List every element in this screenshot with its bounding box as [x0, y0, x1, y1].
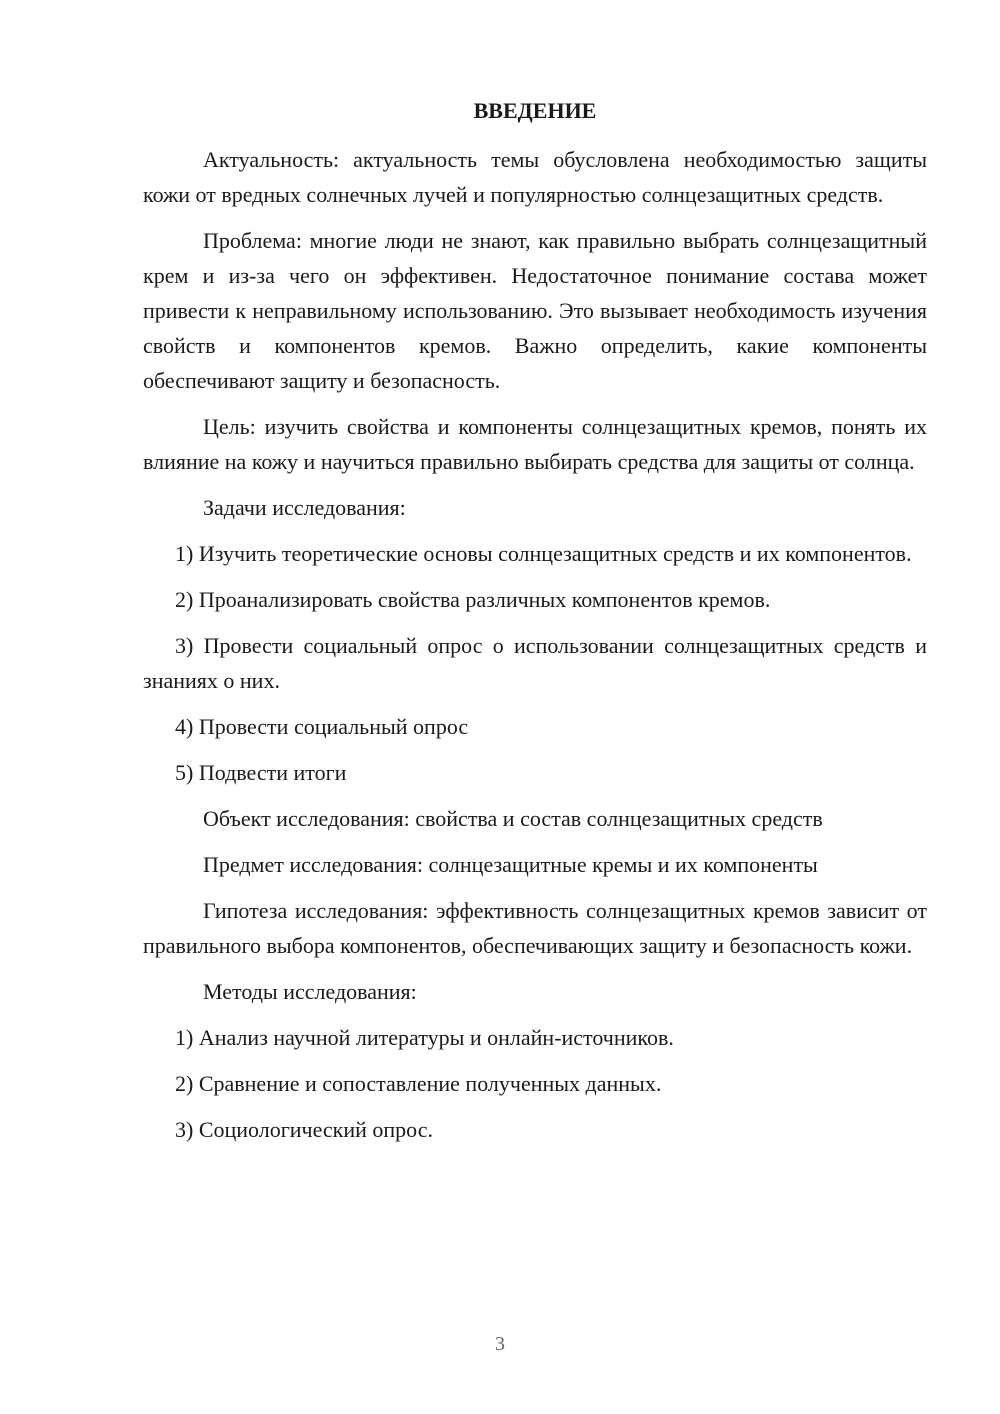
page-title: ВВЕДЕНИЕ: [473, 98, 597, 123]
list-item-task-3: 3) Провести социальный опрос о использовании солнцезащитных средств и знаниях о них.: [143, 633, 927, 693]
paragraph-object: Объект исследования: свойства и состав солнцезащитных средств: [203, 806, 823, 831]
list-item-method-3: 3) Социологический опрос.: [175, 1117, 433, 1142]
paragraph-problem: Проблема: многие люди не знают, как правильно выбрать солнцезащитный крем и из-за чего он эффективен. Недостаточное понимание состава может привести к неправильному использованию. Это вызывает необходимость изучения свойств и компонентов кремов. Важно определить, какие компоненты обеспечивают защиту и безопасность.: [143, 228, 927, 393]
list-item-method-2: 2) Сравнение и сопоставление полученных данных.: [175, 1071, 662, 1096]
paragraph-relevance: Актуальность: актуальность темы обусловлена необходимостью защиты кожи от вредных солнечных лучей и популярностью солнцезащитных средств.: [143, 147, 927, 207]
paragraph-subject: Предмет исследования: солнцезащитные кремы и их компоненты: [203, 852, 818, 877]
page-number: 3: [495, 1333, 505, 1355]
paragraph-tasks-heading: Задачи исследования:: [203, 495, 406, 520]
list-item-method-1: 1) Анализ научной литературы и онлайн-источников.: [175, 1025, 674, 1050]
paragraph-methods-heading: Методы исследования:: [203, 979, 417, 1004]
paragraph-goal: Цель: изучить свойства и компоненты солнцезащитных кремов, понять их влияние на кожу и научиться правильно выбирать средства для защиты от солнца.: [143, 414, 927, 474]
list-item-task-2: 2) Проанализировать свойства различных компонентов кремов.: [175, 587, 771, 612]
list-item-task-5: 5) Подвести итоги: [175, 760, 347, 785]
page-content: [143, 93, 927, 1158]
paragraph-hypothesis: Гипотеза исследования: эффективность солнцезащитных кремов зависит от правильного выбора компонентов, обеспечивающих защиту и безопасность кожи.: [143, 898, 927, 958]
list-item-task-4: 4) Провести социальный опрос: [175, 714, 469, 739]
list-item-task-1: 1) Изучить теоретические основы солнцезащитных средств и их компонентов.: [175, 541, 912, 566]
